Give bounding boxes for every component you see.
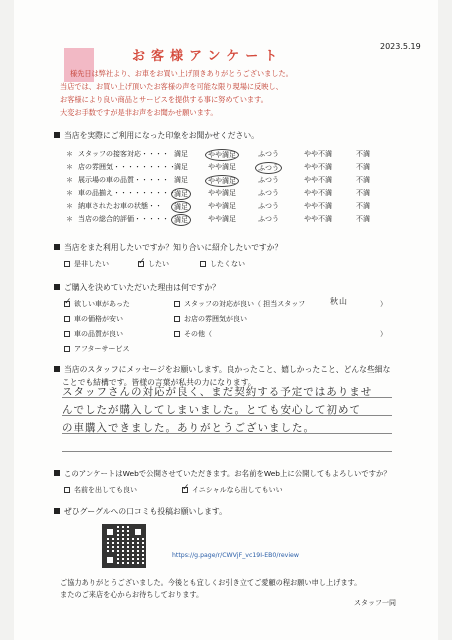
q3-left-2[interactable]: 車の品質が良い [64, 329, 123, 339]
q1-row-label: 納車されたお車の状態・・ [78, 202, 162, 210]
q1-choice[interactable]: ふつう [258, 150, 279, 158]
bullet-icon [54, 470, 60, 476]
checkbox-icon[interactable] [64, 487, 70, 493]
q1-choice[interactable]: やや不満 [304, 189, 332, 197]
q3-staff-name: 秋山 [330, 297, 348, 306]
intro-line-4: 大変お手数ですが是非お声をお聞かせ願います。 [60, 108, 218, 117]
checkbox-icon[interactable] [174, 331, 180, 337]
asterisk-icon: ＊ [66, 176, 73, 184]
q2-option-2[interactable]: したくない [200, 259, 245, 269]
q1-choice-selected[interactable]: 満足 [171, 201, 191, 213]
qr-finder [104, 554, 116, 566]
q1-choice-selected[interactable]: やや満足 [205, 175, 239, 187]
q1-choice[interactable]: 満足 [174, 176, 188, 184]
q2-option-0[interactable]: 是非したい [64, 259, 109, 269]
q6-heading: ぜひグーグルへの口コミも投稿お願いします。 [54, 506, 227, 517]
asterisk-icon: ＊ [66, 189, 73, 197]
intro-line-1: 様先日は弊社より、お車をお買い上げ頂きありがとうございました。 [70, 69, 293, 78]
q3-heading: ご購入を決めていただいた理由は何ですか？ [54, 282, 220, 293]
intro-line-3: お客様により良い商品とサービスを提供する事に努めています。 [60, 95, 268, 104]
q1-choice[interactable]: やや満足 [208, 202, 236, 210]
q4-heading: 当店のスタッフにメッセージをお願いします。良かったこと、嬉しかったこと、どんな些細な [54, 364, 390, 375]
checkbox-checked-icon[interactable] [182, 487, 188, 493]
q1-choice[interactable]: 不満 [356, 202, 370, 210]
asterisk-icon: ＊ [66, 202, 73, 210]
handwritten-message-2: んでしたが購入してしまいました。とても安心して初めて [62, 404, 361, 416]
q1-choice[interactable]: ふつう [258, 215, 279, 223]
intro-line-2: 当店では、お買い上げ頂いたお客様の声を可能な限り現場に反映し、 [60, 82, 283, 91]
bullet-icon [54, 508, 60, 514]
q1-row-label: 店の雰囲気・・・・・・・・・ [78, 163, 176, 171]
checkbox-checked-icon[interactable] [64, 301, 70, 307]
survey-title: お客様アンケート [132, 49, 284, 64]
q1-choice[interactable]: 満足 [174, 163, 188, 171]
asterisk-icon: ＊ [66, 150, 73, 158]
q3-right-0[interactable]: スタッフの対応が良い（ 担当スタッフ [174, 299, 305, 309]
q3-right-2[interactable]: その他（ [174, 329, 212, 339]
bullet-icon [54, 366, 60, 372]
checkbox-icon[interactable] [64, 331, 70, 337]
bullet-icon [54, 244, 60, 250]
q1-choice[interactable]: ふつう [258, 176, 279, 184]
q1-choice-selected[interactable]: やや満足 [205, 149, 239, 161]
q1-choice[interactable]: 不満 [356, 176, 370, 184]
bullet-icon [54, 284, 60, 290]
q1-choice[interactable]: ふつう [258, 202, 279, 210]
q1-choice-selected[interactable]: 満足 [171, 214, 191, 226]
q2-heading: 当店をまた利用したいですか？知り合いに紹介したいですか？ [54, 242, 282, 253]
checkbox-icon[interactable] [200, 261, 206, 267]
q1-row-label: 車の品揃え・・・・・・・・・ [78, 189, 176, 197]
q1-row-label: スタッフの接客対応・・・・ [78, 150, 169, 158]
asterisk-icon: ＊ [66, 215, 73, 223]
q3-left-3[interactable]: アフターサービス [64, 344, 130, 354]
q3-right-1[interactable]: お店の雰囲気が良い [174, 314, 247, 324]
q1-choice[interactable]: やや満足 [208, 215, 236, 223]
review-url-link[interactable]: https://g.page/r/CWVjF_vc19I-EB0/review [172, 552, 299, 559]
checkbox-icon[interactable] [174, 316, 180, 322]
q5-heading: このアンケートはWebで公開させていただきます。お名前をWeb上に公開してもよろしいですか？ [54, 468, 391, 479]
q1-choice[interactable]: やや不満 [304, 176, 332, 184]
qr-finder [132, 526, 144, 538]
q1-choice-selected[interactable]: ふつう [255, 162, 282, 174]
q1-choice[interactable]: やや不満 [304, 150, 332, 158]
signature: スタッフ一同 [354, 599, 396, 607]
qr-code[interactable] [102, 524, 146, 568]
qr-finder [104, 526, 116, 538]
checkbox-icon[interactable] [64, 261, 70, 267]
q5-option-1[interactable]: ✓ イニシャルなら出してもいい [182, 485, 283, 495]
q2-option-1[interactable]: ✓ したい [138, 259, 169, 269]
q1-choice[interactable]: ふつう [258, 189, 279, 197]
closing-line-2: またのご来店を心からお待ちしております。 [60, 590, 204, 599]
survey-sheet [14, 0, 438, 640]
q1-choice[interactable]: やや満足 [208, 189, 236, 197]
q1-row-label: 展示場の車の品質・・・・・ [78, 176, 169, 184]
q3-left-1[interactable]: 車の価格が安い [64, 314, 123, 324]
checkbox-icon[interactable] [64, 346, 70, 352]
q1-heading: 当店を実際にご利用になった印象をお聞かせください。 [54, 130, 259, 141]
q3-left-0[interactable]: ✓欲しい車があった [64, 299, 130, 309]
checkbox-icon[interactable] [174, 301, 180, 307]
q1-choice[interactable]: やや不満 [304, 163, 332, 171]
bullet-icon [54, 132, 60, 138]
handwritten-message-3: の車購入できました。ありがとうございました。 [62, 422, 315, 434]
survey-date: 2023.5.19 [380, 42, 421, 51]
q1-choice[interactable]: 不満 [356, 215, 370, 223]
q1-choice-selected[interactable]: 満足 [171, 188, 191, 200]
message-line [62, 451, 392, 452]
checkbox-checked-icon[interactable] [138, 261, 144, 267]
q5-option-0[interactable]: 名前を出しても良い [64, 485, 137, 495]
q1-choice[interactable]: 不満 [356, 189, 370, 197]
closing-line-1: ご協力ありがとうございました。今後とも宜しくお引き立てご愛顧の程お願い申し上げます。 [60, 578, 362, 587]
q1-choice[interactable]: 満足 [174, 150, 188, 158]
asterisk-icon: ＊ [66, 163, 73, 171]
q1-choice[interactable]: 不満 [356, 150, 370, 158]
q3-other-close-paren: ） [380, 330, 387, 338]
handwritten-message-1: スタッフさんの対応が良く、まだ契約する予定ではありませ [62, 386, 373, 398]
q1-choice[interactable]: やや不満 [304, 215, 332, 223]
q1-choice[interactable]: やや不満 [304, 202, 332, 210]
q1-row-label: 当店の総合的評価・・・・・ [78, 215, 169, 223]
q1-choice[interactable]: 不満 [356, 163, 370, 171]
q1-choice[interactable]: やや満足 [208, 163, 236, 171]
checkbox-icon[interactable] [64, 316, 70, 322]
q4-heading-2: ことでも結構です。皆様の言葉が私共の力になります。 [62, 378, 256, 387]
q3-close-paren: ） [380, 300, 387, 308]
